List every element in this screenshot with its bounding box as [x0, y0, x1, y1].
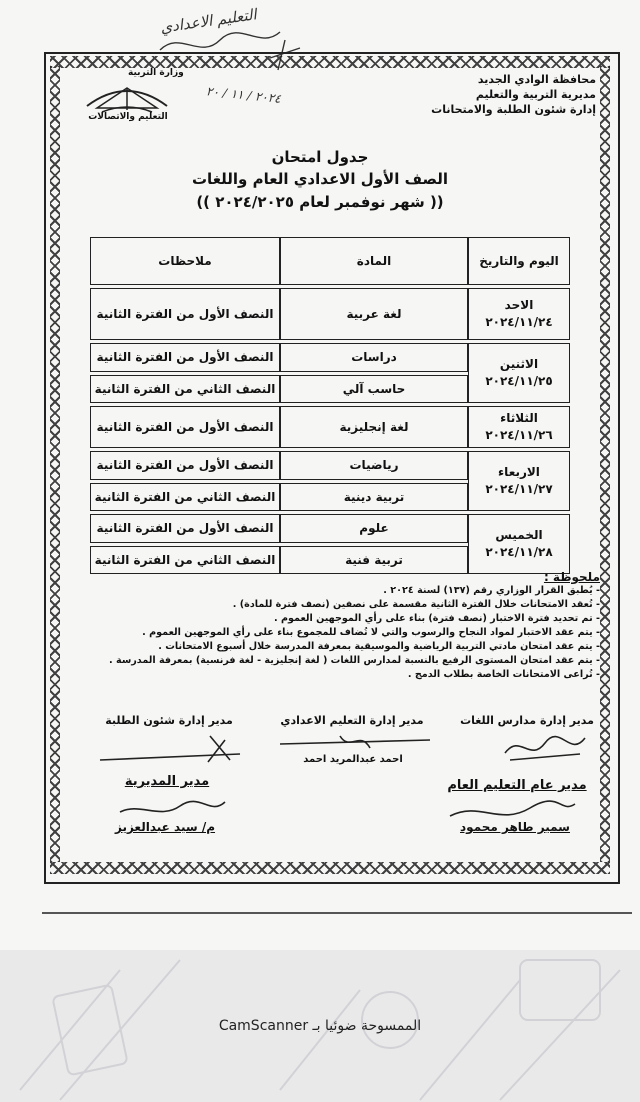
table-row	[90, 406, 570, 448]
signature-title-directorate: مدير المديرية	[124, 774, 210, 789]
header-subject: المادة	[280, 237, 468, 285]
signature-mark	[500, 728, 590, 768]
signature-title-prep-ed: مدير إدارة التعليم الاعدادي	[280, 714, 424, 727]
note-cell: النصف الثاني من الفترة الثانية	[90, 375, 280, 404]
table-row	[90, 343, 570, 372]
notes-section	[70, 570, 600, 682]
note-cell: النصف الأول من الفترة الثانية	[90, 288, 280, 340]
ministry-header	[430, 72, 596, 117]
paper-edge-line	[42, 912, 632, 914]
signature-title-general-ed: مدير عام التعليم العام	[447, 778, 587, 793]
exam-schedule-table	[90, 234, 570, 577]
note-item: - تُراعى الامتحانات الخاصة بطلاب الدمج .	[407, 669, 600, 680]
title-line: (( شهر نوفمبر لعام ٢٠٢٤/٢٠٢٥ ))	[196, 193, 444, 211]
handwritten-date: ٢٠٢٤ / ١١ / ٢٠	[205, 84, 282, 106]
document-title	[160, 146, 480, 214]
subject-cell: تربية فنية	[280, 546, 468, 575]
day-cell: الاربعاء ٢٠٢٤/١١/٢٧	[468, 451, 570, 511]
note-cell: النصف الأول من الفترة الثانية	[90, 514, 280, 543]
note-cell: النصف الأول من الفترة الثانية	[90, 406, 280, 448]
note-cell: النصف الأول من الفترة الثانية	[90, 451, 280, 480]
note-item: - تُعقد الامتحانات خلال الفترة الثانية مقسمة على نصفين (نصف فترة للمادة) .	[232, 599, 600, 610]
border-pattern-right	[600, 66, 610, 862]
note-item: - يتم عقد امتحان مادتي التربية الرياضية والموسيقية بمعرفة المدرسة خلال أسبوع الامتحانات .	[158, 641, 600, 652]
table-header-row	[90, 237, 570, 285]
table-row	[90, 288, 570, 340]
signature-title-student-affairs: مدير إدارة شئون الطلبة	[105, 714, 233, 727]
header-line: مديرية التربية والتعليم	[475, 88, 596, 101]
logo-caption: التعليم والاتصالات	[88, 112, 168, 122]
border-pattern-bottom	[50, 862, 610, 874]
subject-cell: حاسب آلي	[280, 375, 468, 404]
logo-text: وزارة التربية	[128, 68, 184, 78]
day-cell: الخميس ٢٠٢٤/١١/٢٨	[468, 514, 570, 574]
signature-title-lang-schools: مدير إدارة مدارس اللغات	[460, 714, 594, 727]
subject-cell: لغة إنجليزية	[280, 406, 468, 448]
signatory-name-directorate: م/ سيد عبدالعزيز	[114, 820, 216, 834]
notes-title: ملحوظة :	[543, 570, 600, 584]
subject-cell: علوم	[280, 514, 468, 543]
header-notes: ملاحظات	[90, 237, 280, 285]
header-line: محافظة الوادي الجديد	[477, 73, 596, 86]
subject-cell: دراسات	[280, 343, 468, 372]
signature-mark	[90, 730, 250, 770]
note-item: - يتم عقد الاختبار لمواد النجاح والرسوب والتي لا تُضاف للمجموع بناء على رأي الموجهين العموم .	[142, 627, 600, 638]
note-item: - يُطبق القرار الوزاري رقم (١٣٧) لسنة ٢٠٢٤ .	[383, 585, 600, 596]
border-pattern-left	[50, 66, 60, 862]
handwritten-note: التعليم الاعدادي	[159, 5, 258, 37]
note-item: - تم تحديد فترة الاختبار (نصف فترة) بناء على رأي الموجهين العموم .	[274, 613, 600, 624]
day-cell: الاحد ٢٠٢٤/١١/٢٤	[468, 288, 570, 340]
note-cell: النصف الأول من الفترة الثانية	[90, 343, 280, 372]
signatory-name-prep: احمد عبدالمريد احمد	[303, 754, 403, 765]
header-day: اليوم والتاريخ	[468, 237, 570, 285]
subject-cell: تربية دينية	[280, 483, 468, 512]
title-line: الصف الأول الاعدادي العام واللغات	[191, 170, 449, 188]
note-item: - يتم عقد امتحان المستوى الرفيع بالنسبة لمدارس اللغات ( لغة إنجليزية - لغة فرنسية) بمعرفة المدرسة .	[109, 655, 600, 666]
camscanner-watermark: الممسوحة ضوئيا بـ CamScanner	[218, 1018, 422, 1034]
title-line: جدول امتحان	[271, 148, 369, 166]
signatory-name-general: سمير طاهر محمود	[460, 820, 570, 834]
day-cell: الاثنين ٢٠٢٤/١١/٢٥	[468, 343, 570, 403]
day-cell: الثلاثاء ٢٠٢٤/١١/٢٦	[468, 406, 570, 448]
subject-cell: رياضيات	[280, 451, 468, 480]
subject-cell: لغة عربية	[280, 288, 468, 340]
note-cell: النصف الثاني من الفترة الثانية	[90, 546, 280, 575]
table-row	[90, 514, 570, 543]
table-row	[90, 451, 570, 480]
header-line: إدارة شئون الطلبة والامتحانات	[431, 103, 596, 116]
note-cell: النصف الثاني من الفترة الثانية	[90, 483, 280, 512]
